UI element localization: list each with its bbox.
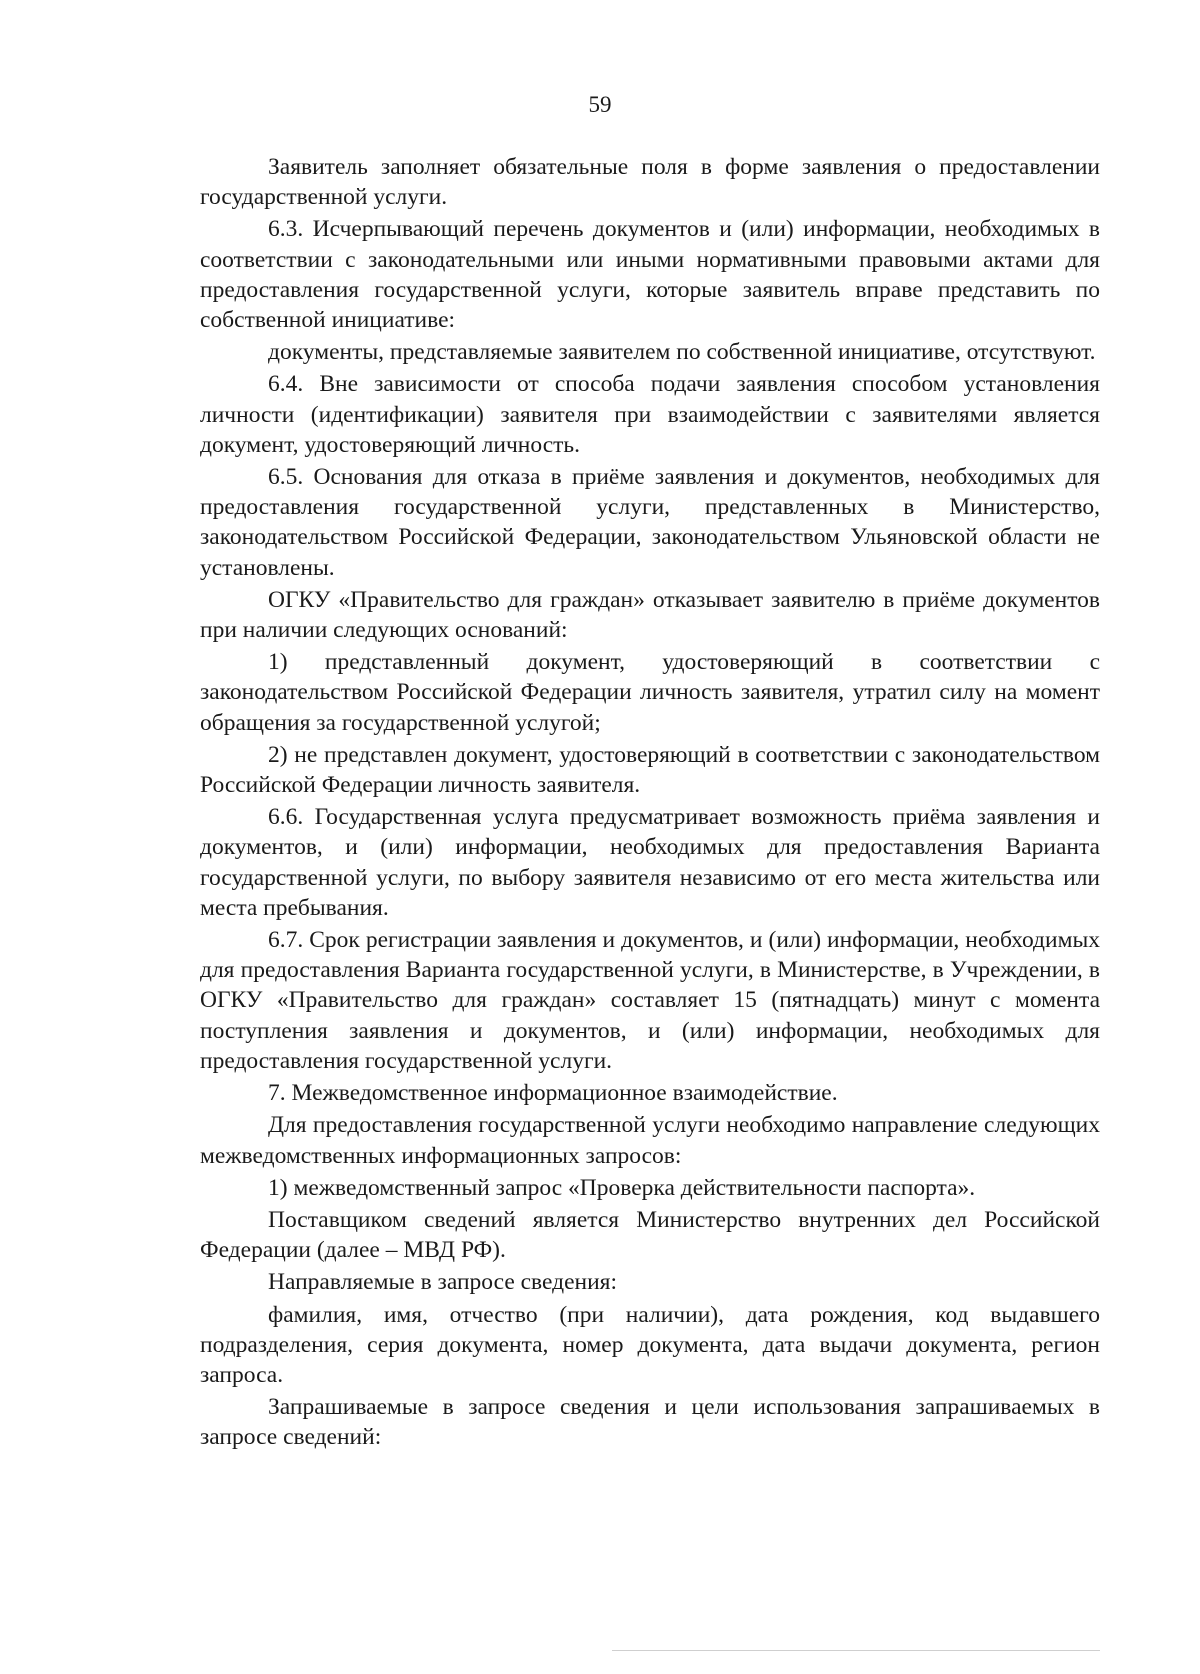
- paragraph-ogku-refusal: ОГКУ «Правительство для граждан» отказывает заявителю в приёме документов при наличии следующих оснований:: [200, 586, 1100, 644]
- paragraph-requested-data-heading: Запрашиваемые в запросе сведения и цели использования запрашиваемых в запросе сведений:: [200, 1394, 1100, 1451]
- paragraph-sent-data-list: фамилия, имя, отчество (при наличии), дата рождения, код выдавшего подразделения, серия документа, номер документа, дата выдачи документа, регион запроса.: [200, 1301, 1100, 1388]
- paragraph-6-4: 6.4. Вне зависимости от способа подачи заявления способом установления личности (идентификации) заявителя при взаимодействии с заявителями является документ, удостоверяющий личность.: [200, 371, 1100, 458]
- paragraph-6-3: 6.3. Исчерпывающий перечень документов и (или) информации, необходимых в соответствии с законодательными или иными нормативными правовыми актами для предоставления государственной услуги, которые заявитель вправе представить по собственной инициативе:: [200, 216, 1100, 334]
- paragraph-7-heading: 7. Межведомственное информационное взаимодействие.: [268, 1080, 838, 1107]
- paragraph-interagency-requests: Для предоставления государственной услуги необходимо направление следующих межведомственных информационных запросов:: [200, 1112, 1100, 1169]
- scan-artifact-line: [612, 1650, 1100, 1651]
- paragraph-documents-absent: документы, представляемые заявителем по собственной инициативе, отсутствуют.: [268, 339, 1096, 366]
- paragraph-applicant-fills-form: Заявитель заполняет обязательные поля в форме заявления о предоставлении государственной услуги.: [200, 154, 1100, 211]
- paragraph-6-7: 6.7. Срок регистрации заявления и документов, и (или) информации, необходимых для предоставления Варианта государственной услуги, в Министерстве, в Учреждении, в ОГКУ «Правительство для граждан» составляет 15 (пятнадцать) минут с момента поступления заявления и документов, и (или) информации, необходимых для предоставления государственной услуги.: [200, 927, 1100, 1074]
- paragraph-data-supplier: Поставщиком сведений является Министерство внутренних дел Российской Федерации (далее – МВД РФ).: [200, 1206, 1100, 1264]
- paragraph-passport-check-request: 1) межведомственный запрос «Проверка действительности паспорта».: [268, 1174, 976, 1201]
- paragraph-6-5: 6.5. Основания для отказа в приёме заявления и документов, необходимых для предоставления государственной услуги, представленных в Министерство, законодательством Российской Федерации, законодательством Ульяновской области не установлены.: [200, 464, 1100, 581]
- paragraph-refusal-ground-1: 1) представленный документ, удостоверяющий в соответствии с законодательством Российской Федерации личность заявителя, утратил силу на момент обращения за государственной услугой;: [200, 649, 1100, 736]
- paragraph-6-6: 6.6. Государственная услуга предусматривает возможность приёма заявления и документов, и (или) информации, необходимых для предоставления Варианта государственной услуги, по выбору заявителя независимо от его места жительства или места пребывания.: [200, 804, 1100, 921]
- paragraph-sent-data-heading: Направляемые в запросе сведения:: [268, 1269, 618, 1296]
- page-number: 59: [588, 92, 612, 117]
- document-body: [200, 152, 1100, 1453]
- paragraph-refusal-ground-2: 2) не представлен документ, удостоверяющий в соответствии с законодательством Российской Федерации личность заявителя.: [200, 741, 1100, 799]
